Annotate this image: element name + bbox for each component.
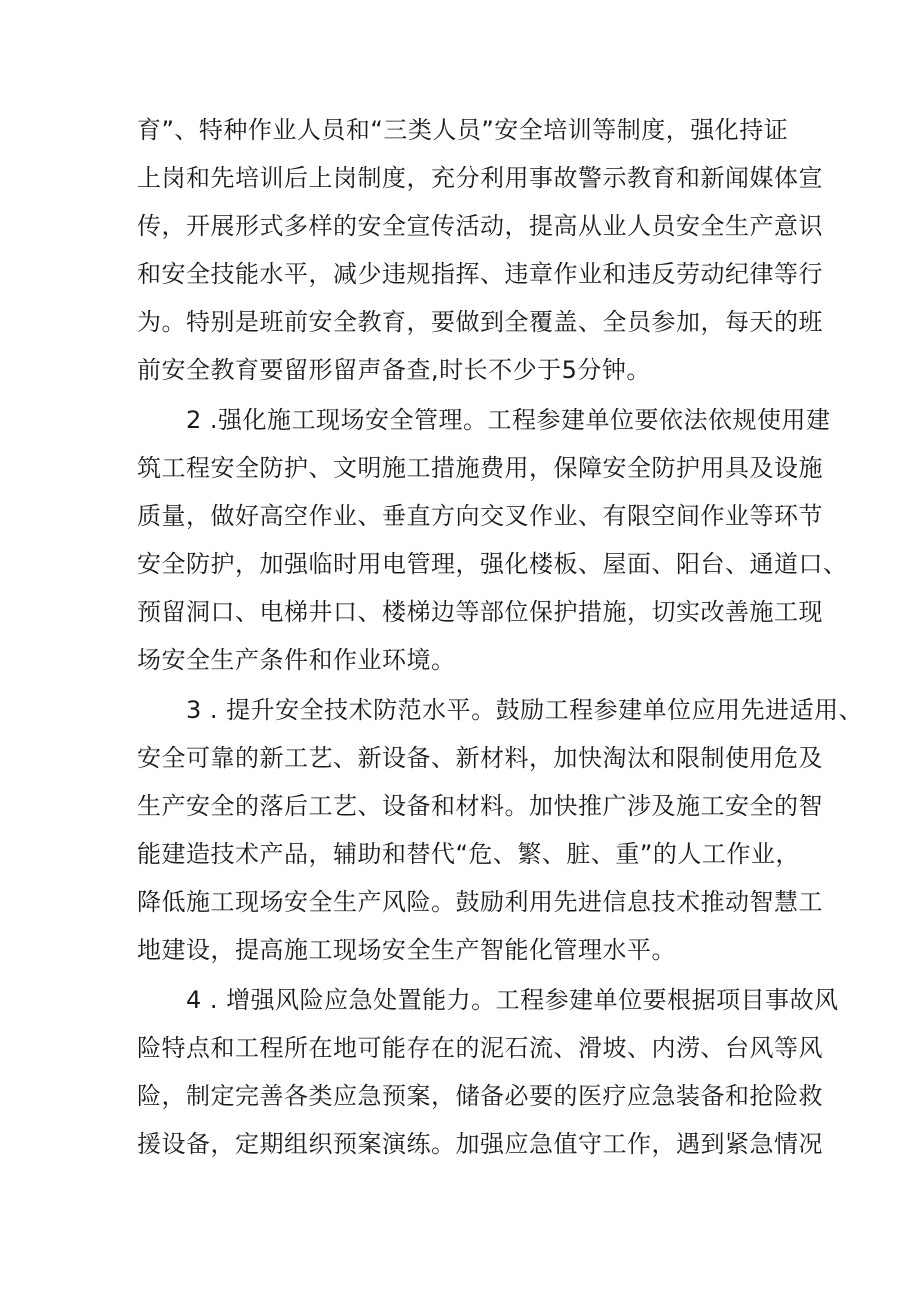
text-line: 安全可靠的新工艺、新设备、新材料，加快淘汰和限制使用危及 (137, 744, 823, 772)
text-line: 上岗和先培训后上岗制度，充分利用事故警示教育和新闻媒体宣 (137, 164, 823, 192)
text-line: 为。特别是班前安全教育，要做到全覆盖、全员参加，每天的班 (137, 308, 823, 336)
text-line: 能建造技术产品，辅助和替代“危、繁、脏、重”的人工作业， (137, 840, 800, 868)
text-line: 预留洞口、电梯井口、楼梯边等部位保护措施，切实改善施工现 (137, 598, 823, 626)
text-line: 2 .强化施工现场安全管理。工程参建单位要依法依规使用建 (186, 406, 831, 434)
text-line: 地建设，提高施工现场安全生产智能化管理水平。 (137, 936, 676, 964)
text-line: 前安全教育要留形留声备查,时长不少于5分钟。 (137, 356, 651, 384)
text-line: 生产安全的落后工艺、设备和材料。加快推广涉及施工安全的智 (137, 792, 823, 820)
text-line: 和安全技能水平，减少违规指挥、违章作业和违反劳动纪律等行 (137, 260, 823, 288)
text-line: 安全防护，加强临时用电管理，强化楼板、屋面、阳台、通道口、 (137, 550, 848, 578)
text-line: 场安全生产条件和作业环境。 (137, 646, 456, 674)
text-line: 传，开展形式多样的安全宣传活动，提高从业人员安全生产意识 (137, 212, 823, 240)
text-line: 育”、特种作业人员和“三类人员”安全培训等制度，强化持证 (137, 116, 789, 144)
text-line: 援设备，定期组织预案演练。加强应急值守工作，遇到紧急情况 (137, 1130, 823, 1158)
text-line: 险特点和工程所在地可能存在的泥石流、滑坡、内涝、台风等风 (137, 1034, 823, 1062)
text-line: 筑工程安全防护、文明施工措施费用，保障安全防护用具及设施 (137, 454, 823, 482)
text-line: 4 . 增强风险应急处置能力。工程参建单位要根据项目事故风 (186, 986, 839, 1014)
text-line: 降低施工现场安全生产风险。鼓励利用先进信息技术推动智慧工 (137, 888, 823, 916)
text-line: 质量，做好高空作业、垂直方向交叉作业、有限空间作业等环节 (137, 502, 823, 530)
text-line: 险，制定完善各类应急预案，储备必要的医疗应急装备和抢险救 (137, 1082, 823, 1110)
text-line: 3 . 提升安全技术防范水平。鼓励工程参建单位应用先进适用、 (186, 696, 864, 724)
